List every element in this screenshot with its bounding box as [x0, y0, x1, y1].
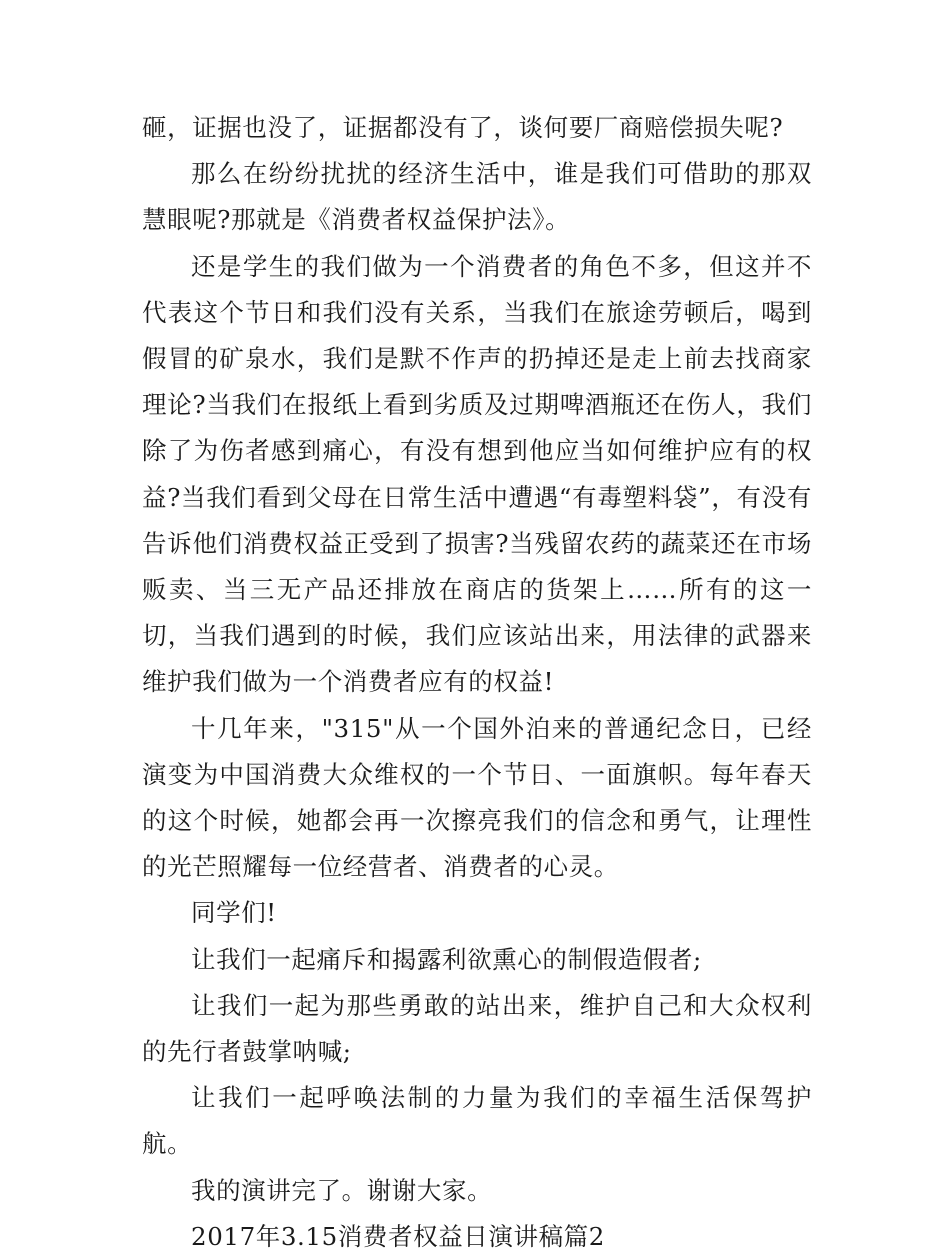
paragraph-law-intro: 那么在纷纷扰扰的经济生活中，谁是我们可借助的那双慧眼呢?那就是《消费者权益保护法》。 [142, 159, 812, 235]
section-heading: 2017年3.15消费者权益日演讲稿篇2 [191, 1221, 605, 1251]
paragraph-call-1: 让我们一起痛斥和揭露利欲熏心的制假造假者; [191, 944, 702, 974]
paragraph-call-3: 让我们一起呼唤法制的力量为我们的幸福生活保驾护航。 [142, 1083, 812, 1159]
paragraph-call-2: 让我们一起为那些勇敢的站出来，维护自己和大众权利的先行者鼓掌呐喊; [142, 990, 812, 1067]
paragraph-closing: 我的演讲完了。谢谢大家。 [191, 1175, 493, 1205]
paragraph-greeting: 同学们! [191, 898, 277, 928]
paragraph-student-consumers: 还是学生的我们做为一个消费者的角色不多，但这并不代表这个节日和我们没有关系，当我们在旅途劳顿后，喝到假冒的矿泉水，我们是默不作声的扔掉还是走上前去找商家理论?当我们在报纸上看到劣质及过期啤酒瓶还在伤人，我们除了为伤者感到痛心，有没有想到他应当如何维护应有的权益?当我们看到父母在日常生活中遭遇“有毒塑料袋”，有没有告诉他们消费权益正受到了损害?当残留农药的蔬菜还在市场贩卖、当三无产品还排放在商店的货架上……所有的这一切，当我们遇到的时候，我们应该站出来，用法律的武器来维护我们做为一个消费者应有的权益! [142, 251, 812, 697]
paragraph-continuation: 砸，证据也没了，证据都没有了，谈何要厂商赔偿损失呢? [142, 113, 784, 142]
document-body [142, 105, 812, 1260]
paragraph-315-history: 十几年来，"315"从一个国外泊来的普通纪念日，已经演变为中国消费大众维权的一个节日、一面旗帜。每年春天的这个时候，她都会再一次擦亮我们的信念和勇气，让理性的光芒照耀每一位经营者、消费者的心灵。 [142, 713, 812, 882]
